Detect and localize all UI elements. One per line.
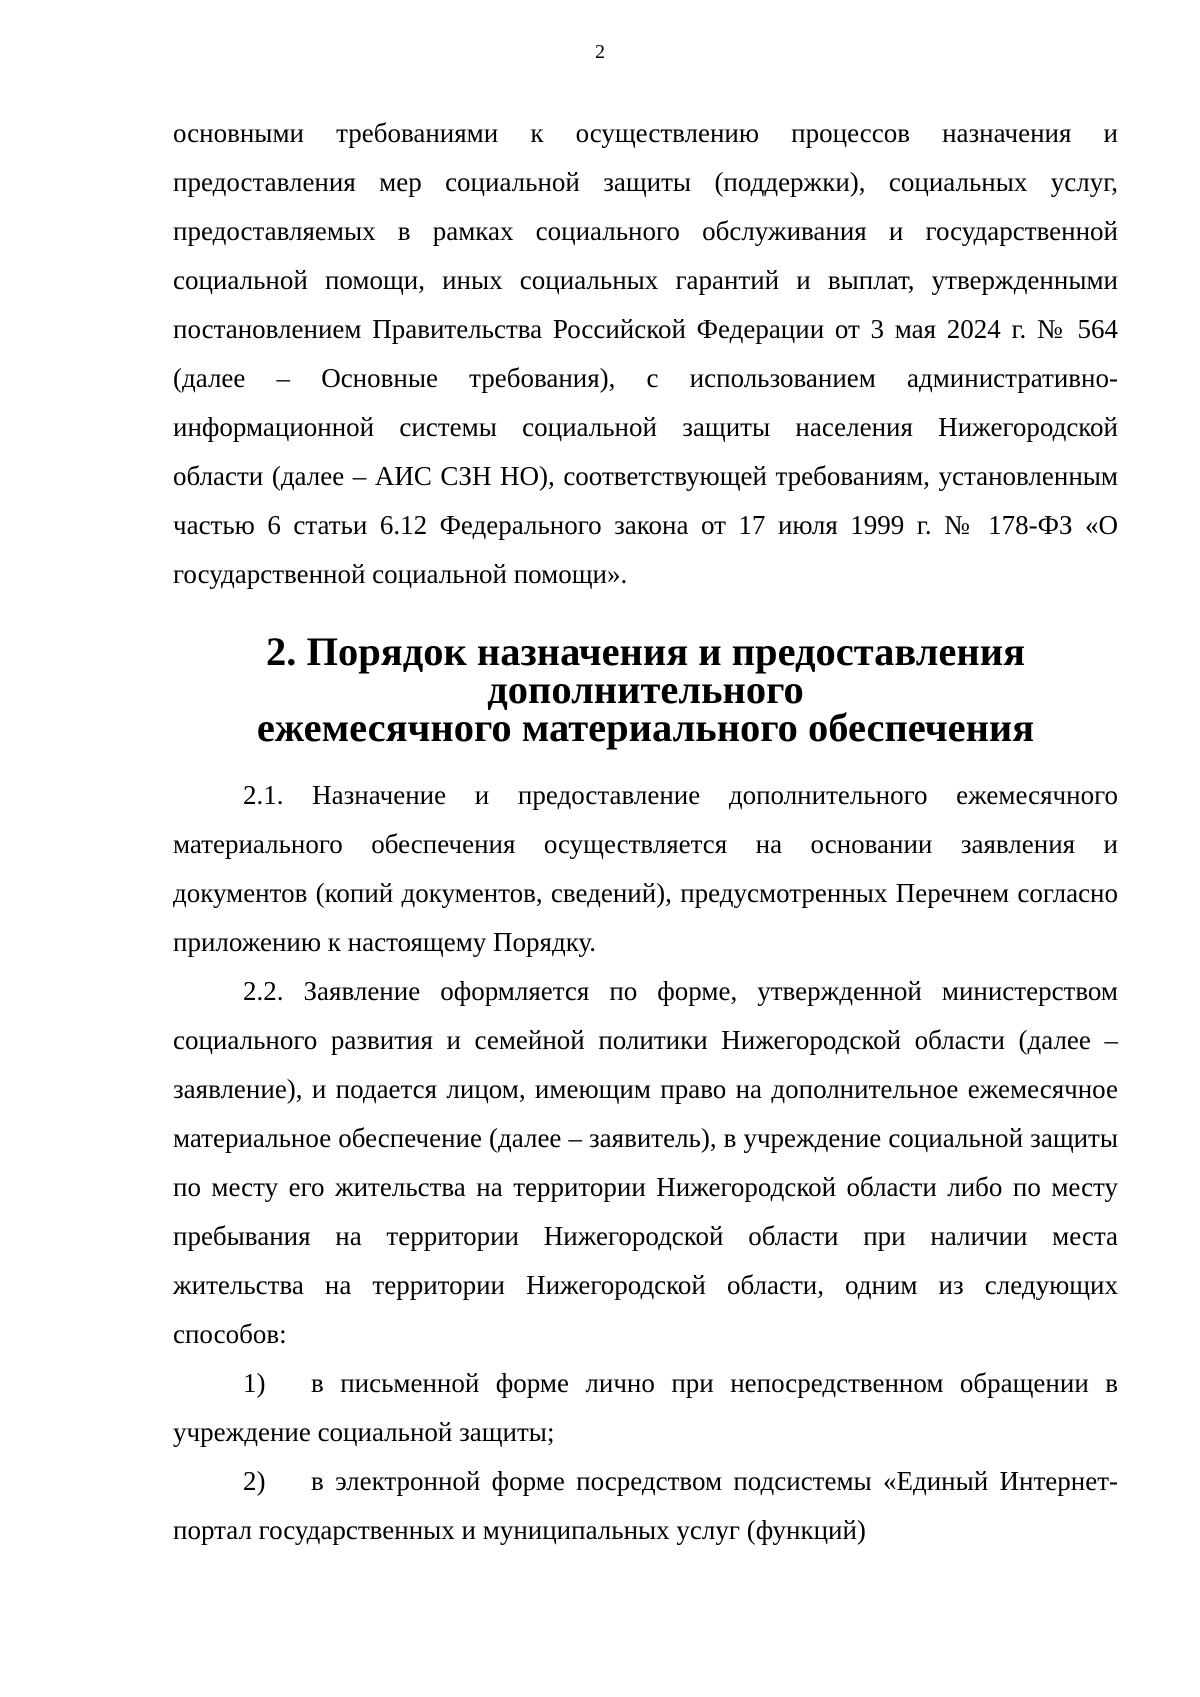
list-item-1 [173, 1359, 1118, 1457]
document-body [173, 109, 1118, 1555]
list-item-number: 1) [243, 1368, 266, 1398]
list-item-text: в электронной форме посредством подсистемы «Единый Интернет-портал государственных и муниципальных услуг (функций) [173, 1466, 1118, 1545]
page-number: 2 [595, 41, 605, 63]
list-item-text: в письменной форме лично при непосредственном обращении в учреждение социальной защиты; [173, 1368, 1118, 1447]
list-item-2 [173, 1457, 1118, 1555]
clause-2-2: 2.2. Заявление оформляется по форме, утвержденной министерством социального развития и семейной политики Нижегородской области (далее – заявление), и подается лицом, имеющим право на дополнительное ежемесячное материальное обеспечение (далее – заявитель), в учреждение социальной защиты по месту его жительства на территории Нижегородской области либо по месту пребывания на территории Нижегородской области при наличии места жительства на территории Нижегородской области, одним из следующих способов: [173, 976, 1118, 1349]
intro-paragraph: основными требованиями к осуществлению процессов назначения и предоставления мер социальной защиты (поддержки), социальных услуг, предоставляемых в рамках социального обслуживания и государственной социальной помощи, иных социальных гарантий и выплат, утвержденными постановлением Правительства Российской Федерации от 3 мая 2024 г. № 564 (далее – Основные требования), с использованием административно-информационной системы социальной защиты населения Нижегородской области (далее – АИС СЗН НО), соответствующей требованиям, установленным частью 6 статьи 6.12 Федерального закона от 17 июля 1999 г. № 178-ФЗ «О государственной социальной помощи». [173, 118, 1118, 589]
section-heading-line-2: ежемесячного материального обеспечения [256, 705, 1035, 750]
list-item-number: 2) [243, 1466, 266, 1496]
clause-2-1: 2.1. Назначение и предоставление дополнительного ежемесячного материального обеспечения осуществляется на основании заявления и документов (копий документов, сведений), предусмотренных Перечнем согласно приложению к настоящему Порядку. [173, 780, 1118, 957]
section-heading [173, 629, 1118, 750]
section-heading-line-1: 2. Порядок назначения и предоставления дополнительного [266, 629, 1025, 712]
